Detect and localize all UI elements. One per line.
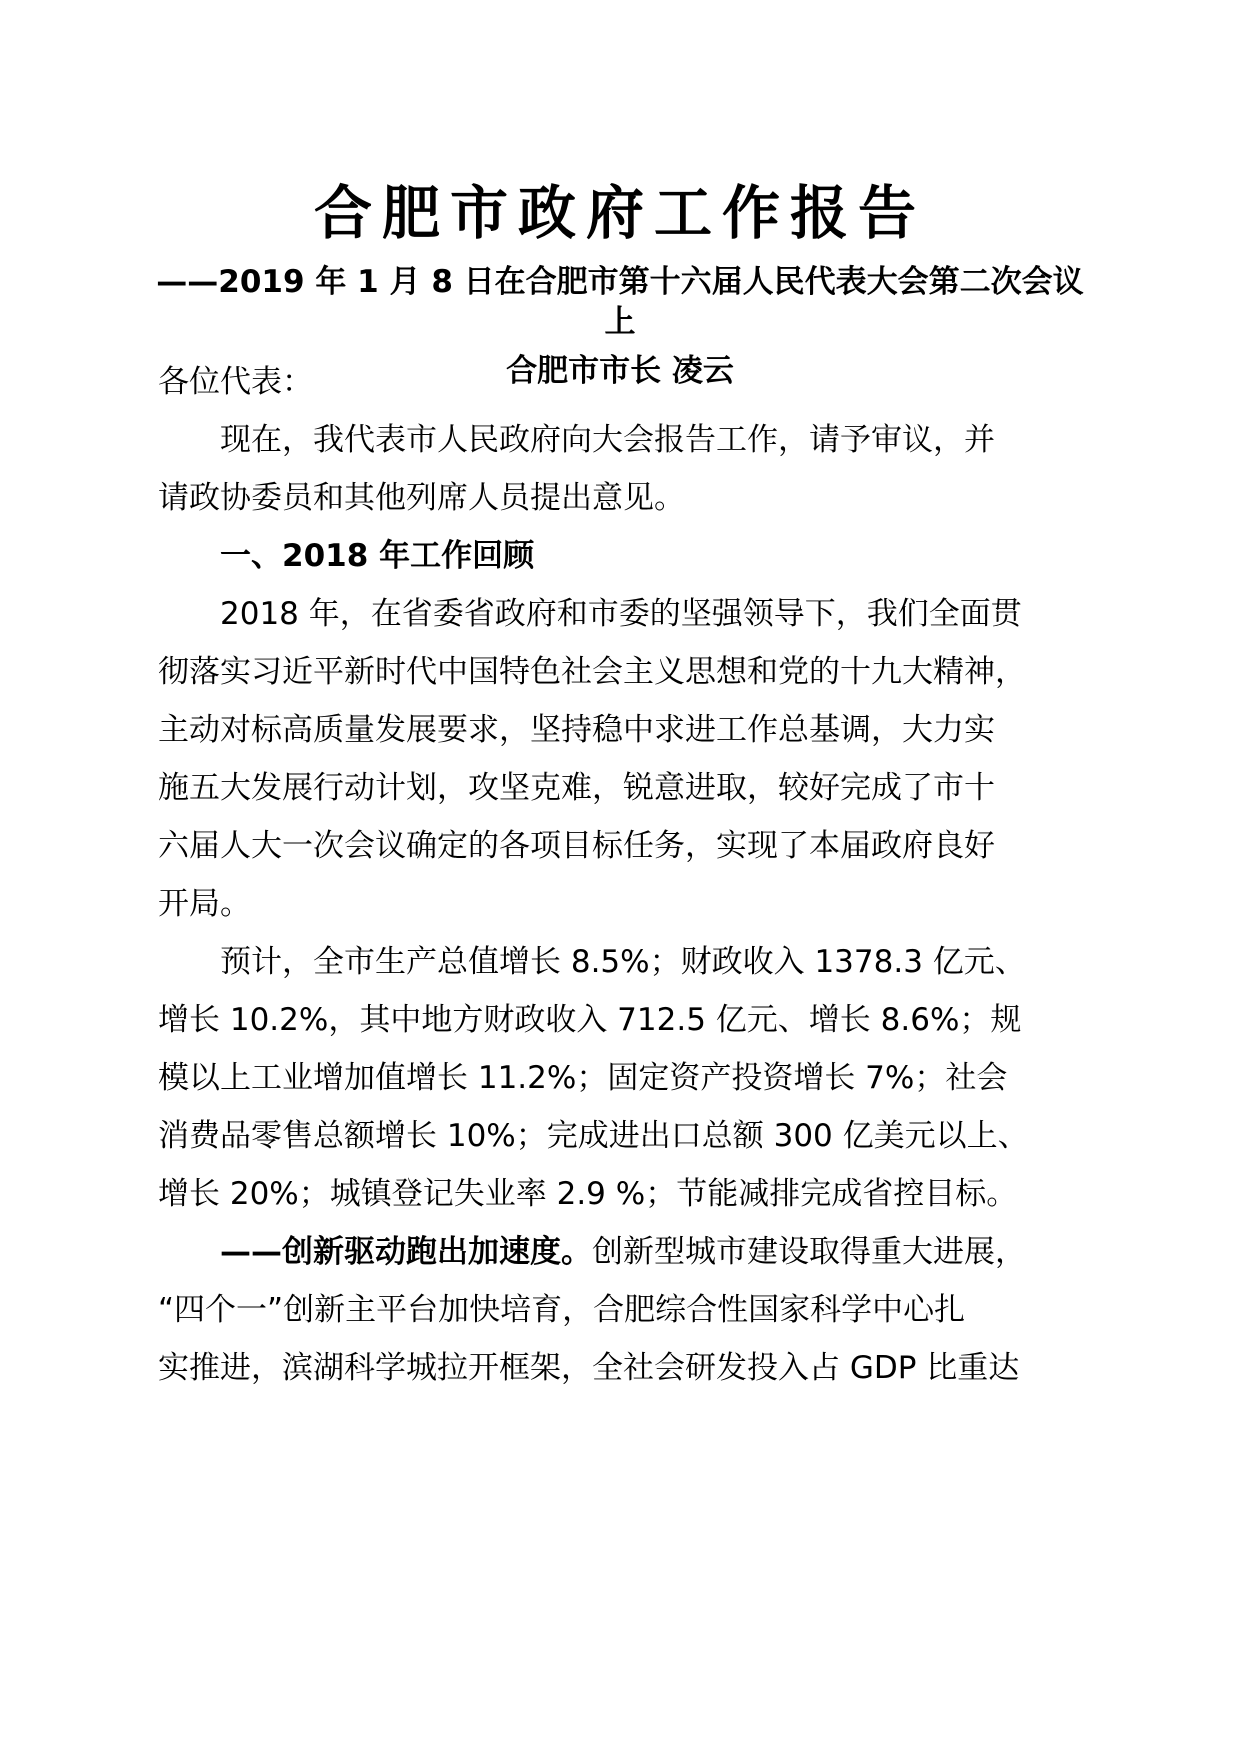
section-heading: 一、2018 年工作回顾: [158, 538, 535, 574]
paragraph-line: 2018 年，在省委省政府和市委的坚强领导下，我们全面贯: [158, 596, 1022, 632]
paragraph-line: 六届人大一次会议确定的各项目标任务，实现了本届政府良好: [158, 828, 995, 864]
paragraph-line: 开局。: [158, 886, 251, 922]
paragraph-line: 主动对标高质量发展要求，坚持稳中求进工作总基调，大力实: [158, 712, 995, 748]
paragraph-line: [158, 1230, 1026, 1274]
paragraph-line: “四个一”创新主平台加快培育，合肥综合性国家科学中心扎: [158, 1292, 966, 1328]
line-text: 创新型城市建设取得重大进展，: [592, 1234, 1026, 1270]
paragraph-line: 请政协委员和其他列席人员提出意见。: [158, 480, 685, 516]
paragraph-line: 现在，我代表市人民政府向大会报告工作，请予审议，并: [158, 422, 995, 458]
subtitle-line-1: ——2019 年 1 月 8 日在合肥市第十六届人民代表大会第二次会议: [156, 264, 1084, 300]
document-title: 合肥市政府工作报告: [313, 179, 926, 247]
document-author: 合肥市市长 凌云: [506, 353, 734, 389]
paragraph-line: 彻落实习近平新时代中国特色社会主义思想和党的十九大精神，: [158, 654, 1026, 690]
paragraph-line: 施五大发展行动计划，攻坚克难，锐意进取，较好完成了市十: [158, 770, 995, 806]
paragraph-line: 预计，全市生产总值增长 8.5%；财政收入 1378.3 亿元、: [158, 944, 1026, 980]
subtitle-line-2: 上: [604, 304, 636, 340]
salutation: 各位代表：: [158, 364, 313, 400]
paragraph-line: 模以上工业增加值增长 11.2%；固定资产投资增长 7%；社会: [158, 1060, 1008, 1096]
paragraph-line: 增长 10.2%，其中地方财政收入 712.5 亿元、增长 8.6%；规: [158, 1002, 1022, 1038]
paragraph-line: 消费品零售总额增长 10%；完成进出口总额 300 亿美元以上、: [158, 1118, 1029, 1154]
paragraph-line: 实推进，滨湖科学城拉开框架，全社会研发投入占 GDP 比重达: [158, 1350, 1020, 1386]
bold-lead: ——创新驱动跑出加速度。: [158, 1234, 592, 1270]
document-subtitle: [150, 262, 1090, 342]
paragraph-line: 增长 20%；城镇登记失业率 2.9 %；节能减排完成省控目标。: [158, 1176, 1018, 1212]
